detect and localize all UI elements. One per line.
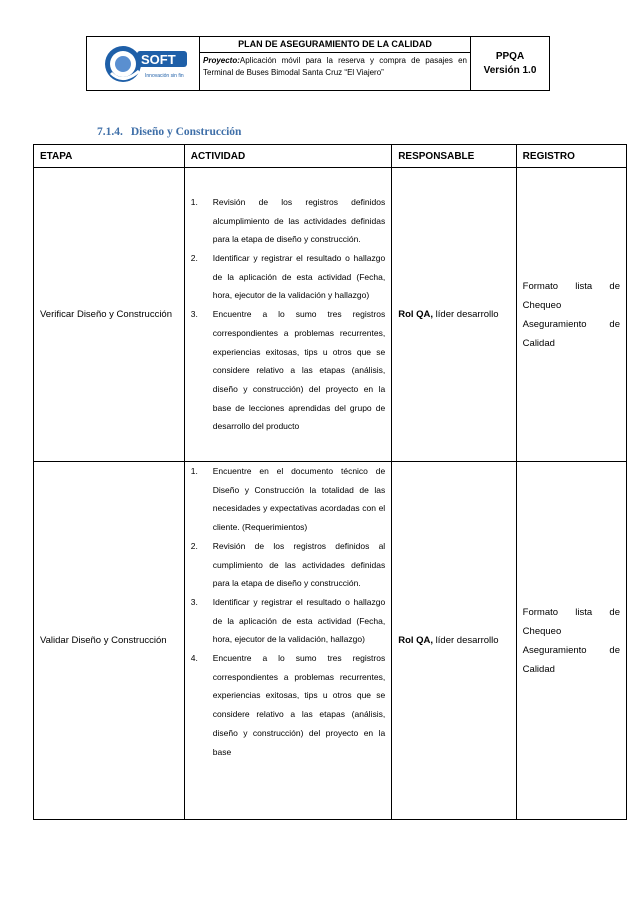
header-etapa: ETAPA <box>34 145 185 168</box>
document-header <box>86 36 550 91</box>
actividad-cell <box>184 462 391 820</box>
etapa-cell: Validar Diseño y Construcción <box>34 462 185 820</box>
document-version: Versión 1.0 <box>483 64 537 76</box>
etapa-cell: Verificar Diseño y Construcción <box>34 168 185 462</box>
list-item: 1. Encuentre en el documento técnico de Diseño y Construcción la totalidad de las necesidades y expectativas acordadas con el cliente. (Requerimientos) <box>190 466 386 533</box>
responsable-cell: Rol QA, líder desarrollo <box>392 462 516 820</box>
list-item: 3. Encuentre a lo sumo tres registros correspondientes a problemas recurrentes, experiencias exitosas, tips u otros que se considere relativo a las etapas (análisis, diseño y construcción) del proyecto en la base de lecciones aprendidas del grupo de desarrollo del producto <box>190 309 386 432</box>
list-item: 2. Identificar y registrar el resultado o hallazgo de la aplicación de esta actividad (Fecha, hora, ejecutor de la validación y hallazgo) <box>190 253 386 301</box>
logo-text: SOFT <box>141 52 176 67</box>
list-item: 3. Identificar y registrar el resultado o hallazgo de la aplicación de esta actividad (Fecha, hora, ejecutor de la validación, hallazgo) <box>190 596 386 645</box>
project-text: Aplicación móvil para la reserva y compra de pasajes en Terminal de Buses Bimodal Santa Cruz “El Viajero” <box>203 56 467 77</box>
activity-list <box>191 462 385 761</box>
registro-cell: Formato lista de Chequeo Aseguramiento de Calidad <box>516 168 626 462</box>
table-row <box>34 168 627 462</box>
registro-cell: Formato lista de Chequeo Aseguramiento de Calidad <box>516 462 626 820</box>
list-item: 2. Revisión de los registros definidos al cumplimiento de las actividades definidas para la etapa de diseño y construcción. <box>190 540 386 589</box>
document-code: PPQA <box>495 50 525 62</box>
section-title: Diseño y Construcción <box>130 126 242 138</box>
project-label: Proyecto: <box>203 56 240 65</box>
project-description <box>200 53 470 81</box>
header-responsable: RESPONSABLE <box>392 145 516 168</box>
logo-tagline: Innovación sin fin <box>145 73 184 79</box>
section-heading <box>97 126 249 138</box>
header-right <box>471 37 549 90</box>
activities-table <box>33 144 627 820</box>
list-item: 1. Revisión de los registros definidos alcumplimiento de las actividades definidas para la etapa de diseño y construcción. <box>190 196 386 245</box>
document-title: PLAN DE ASEGURAMIENTO DE LA CALIDAD <box>200 37 470 53</box>
table-header-row <box>34 145 627 168</box>
company-logo <box>87 37 200 90</box>
section-number: 7.1.4. <box>97 126 123 138</box>
header-middle <box>200 37 471 90</box>
activity-list <box>191 193 385 436</box>
table-row <box>34 462 627 820</box>
header-actividad: ACTIVIDAD <box>184 145 391 168</box>
list-item: 4. Encuentre a lo sumo tres registros correspondientes a problemas recurrentes, experiencias exitosas, tips u otros que se considere relativo a las etapas (análisis, diseño y construcción) del proyecto en la base <box>190 653 386 757</box>
header-registro: REGISTRO <box>516 145 626 168</box>
soft-logo-icon <box>87 37 197 90</box>
responsable-cell: Rol QA, líder desarrollo <box>392 168 516 462</box>
actividad-cell <box>184 168 391 462</box>
